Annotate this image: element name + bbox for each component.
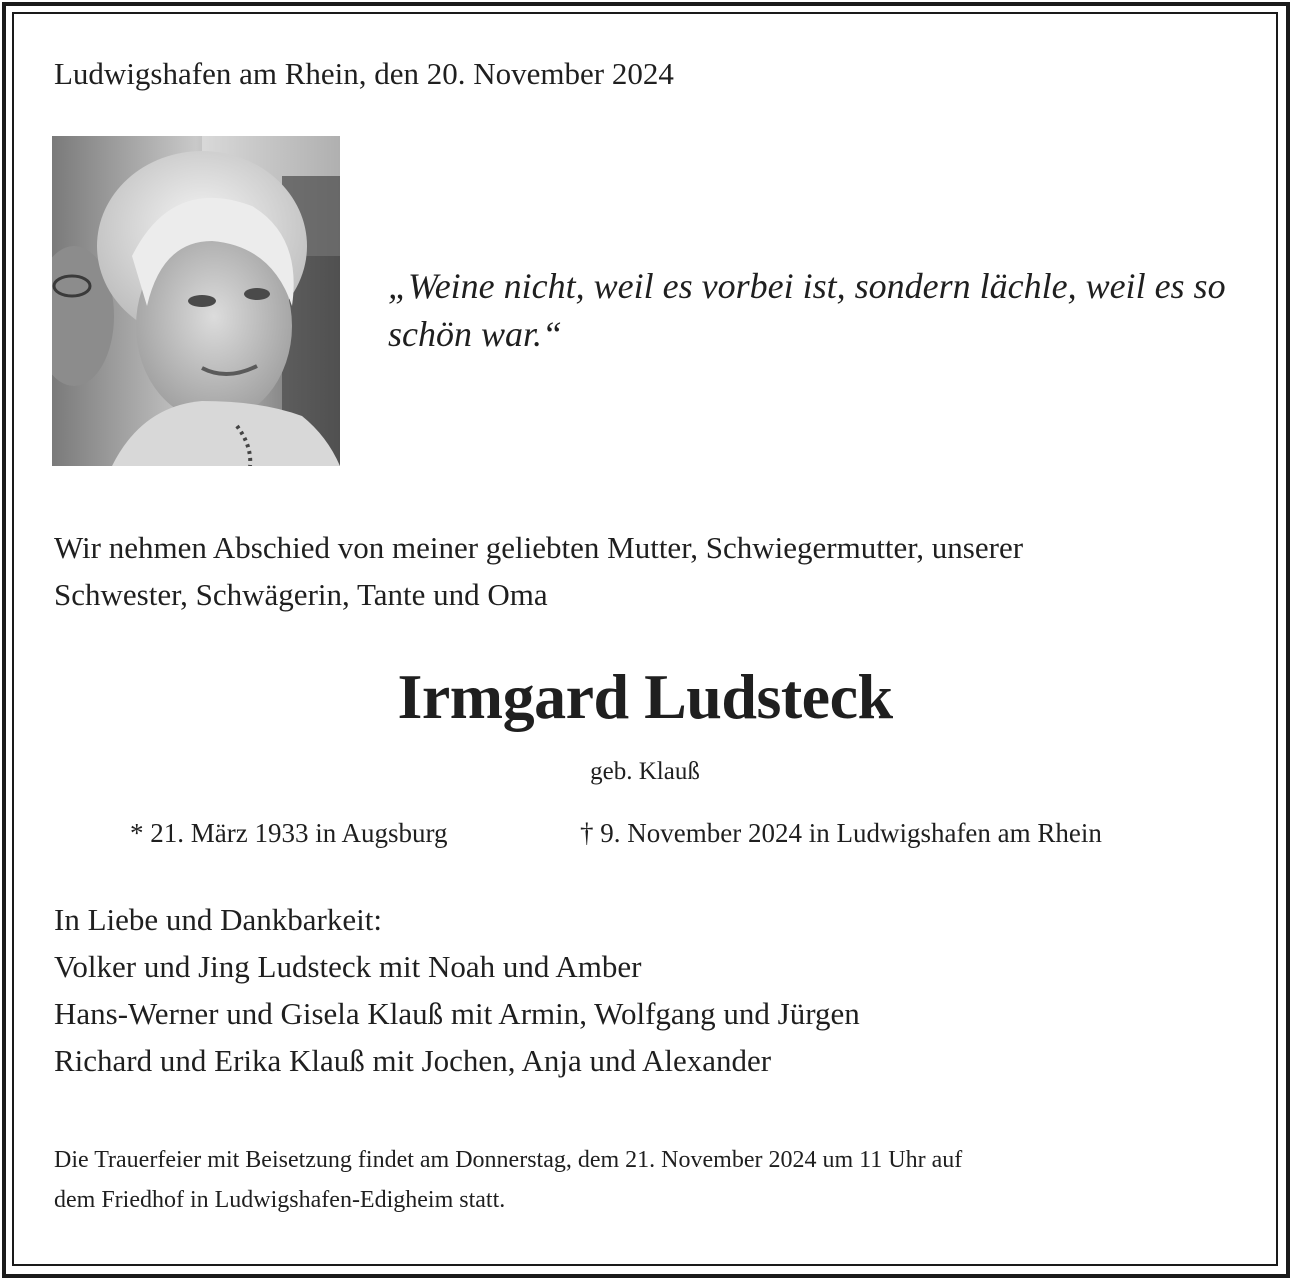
mourners-list bbox=[54, 896, 860, 1084]
mourner-line: Richard und Erika Klauß mit Jochen, Anja und Alexander bbox=[54, 1043, 772, 1078]
dateline: Ludwigshafen am Rhein, den 20. November 2024 bbox=[54, 56, 674, 91]
mourners-heading: In Liebe und Dankbarkeit: bbox=[54, 902, 382, 937]
quote bbox=[388, 262, 1258, 358]
mourner-line: Hans-Werner und Gisela Klauß mit Armin, Wolfgang und Jürgen bbox=[54, 996, 860, 1031]
deceased-name: Irmgard Ludsteck bbox=[397, 661, 893, 732]
intro-line: Wir nehmen Abschied von meiner geliebten Mutter, Schwiegermutter, unserer bbox=[54, 530, 1024, 565]
farewell-intro bbox=[54, 524, 1234, 618]
service-line: dem Friedhof in Ludwigshafen-Edigheim statt. bbox=[54, 1187, 506, 1213]
quote-line: schön war.“ bbox=[388, 314, 563, 354]
service-line: Die Trauerfeier mit Beisetzung findet am Donnerstag, dem 21. November 2024 um 11 Uhr auf bbox=[54, 1147, 963, 1173]
maiden-name: geb. Klauß bbox=[590, 758, 700, 785]
death-date: † 9. November 2024 in Ludwigshafen am Rhein bbox=[580, 818, 1102, 848]
quote-line: „Weine nicht, weil es vorbei ist, sondern lächle, weil es so bbox=[388, 266, 1226, 306]
intro-line: Schwester, Schwägerin, Tante und Oma bbox=[54, 577, 548, 612]
service-info bbox=[54, 1140, 1234, 1220]
mourner-line: Volker und Jing Ludsteck mit Noah und Amber bbox=[54, 949, 642, 984]
birth-date: * 21. März 1933 in Augsburg bbox=[130, 818, 448, 848]
portrait-photo bbox=[52, 136, 340, 466]
